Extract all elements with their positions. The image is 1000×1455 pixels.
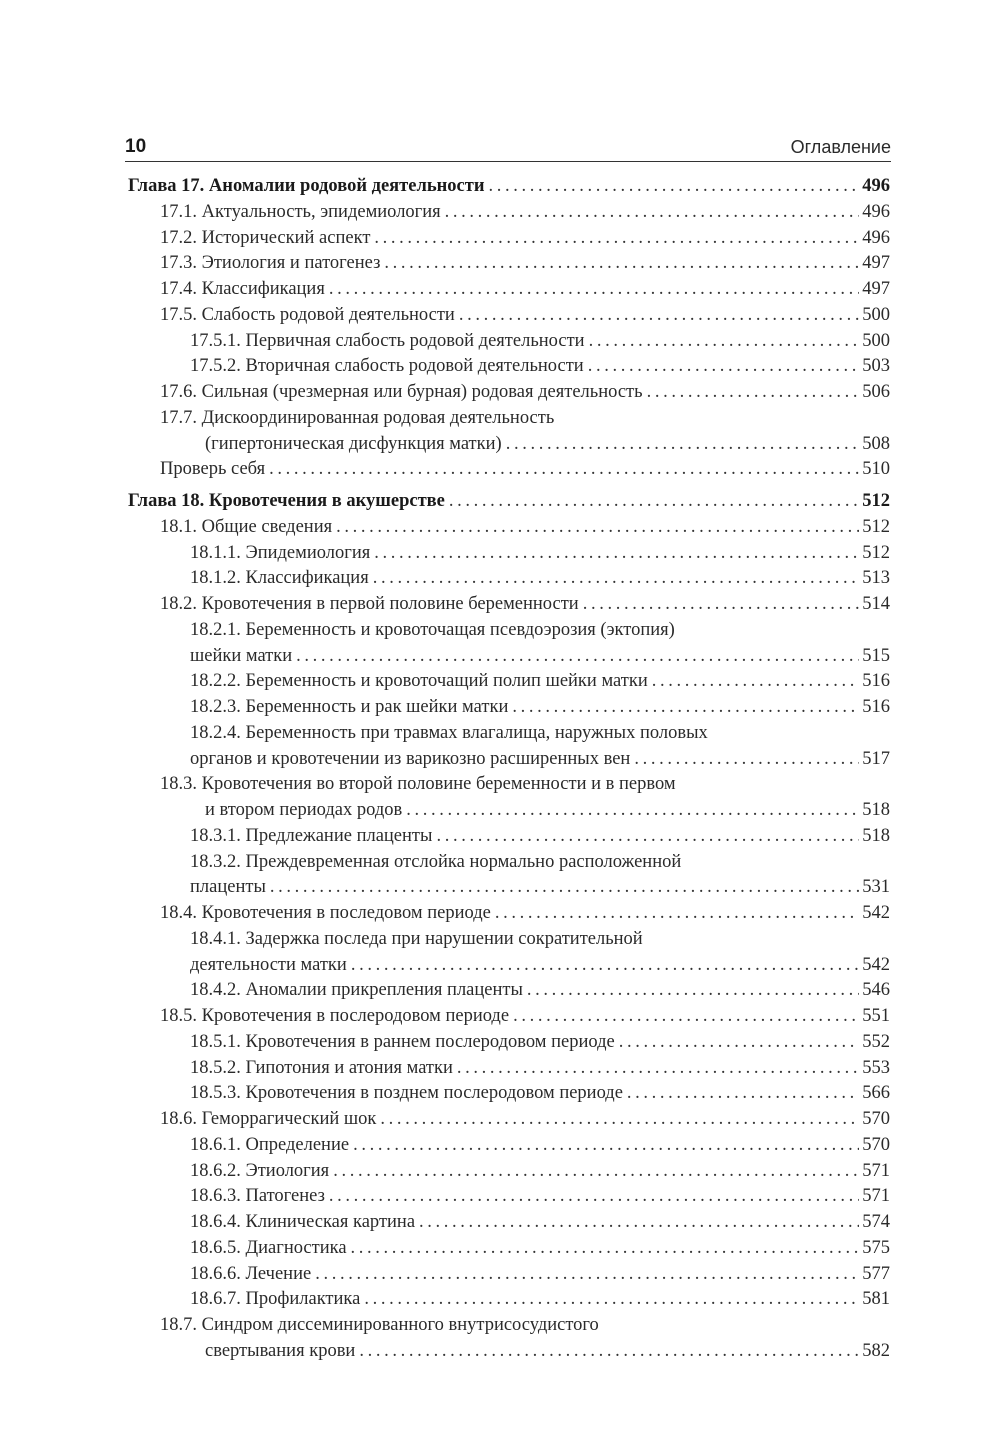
toc-entry-title: 18.2.2. Беременность и кровоточащий полип шейки матки	[190, 669, 652, 695]
toc-chapter	[0, 174, 1000, 200]
leader-dots	[588, 354, 860, 380]
toc-entry-title: 18.2. Кровотечения в первой половине беременности	[160, 592, 583, 618]
toc-entry	[0, 541, 1000, 567]
toc-entry	[0, 329, 1000, 355]
toc-entry-continuation	[0, 1339, 1000, 1365]
toc-entry	[0, 669, 1000, 695]
toc-entry-title: 18.6. Геморрагический шок	[160, 1107, 380, 1133]
toc-entry-title: 18.6.6. Лечение	[190, 1262, 315, 1288]
toc-entry-title: 17.2. Исторический аспект	[160, 226, 374, 252]
leader-dots	[513, 1004, 859, 1030]
toc-entry-title: 18.5.1. Кровотечения в раннем послеродовом периоде	[190, 1030, 619, 1056]
toc-page-number: 571	[859, 1159, 890, 1185]
toc-entry-continuation	[0, 747, 1000, 773]
leader-dots	[333, 1159, 859, 1185]
toc-entry-title: 18.2.1. Беременность и кровоточащая псевдоэрозия (эктопия)	[190, 618, 679, 644]
toc-entry	[0, 1287, 1000, 1313]
toc-entry-title: 17.1. Актуальность, эпидемиология	[160, 200, 445, 226]
toc-entry-continuation	[0, 953, 1000, 979]
toc-entry	[0, 380, 1000, 406]
toc-entry-title: Проверь себя	[160, 457, 269, 483]
toc-page-number: 497	[859, 277, 890, 303]
toc-entry-title: 18.3.2. Преждевременная отслойка нормально расположенной	[190, 850, 685, 876]
toc-entry	[0, 850, 1000, 876]
toc-entry-title-continuation: шейки матки	[190, 644, 296, 670]
toc-entry-title-continuation: органов и кровотечении из варикозно расширенных вен	[190, 747, 634, 773]
toc-page-number: 497	[859, 251, 890, 277]
leader-dots	[436, 824, 859, 850]
leader-dots	[489, 174, 860, 200]
page-number: 10	[125, 136, 147, 157]
toc-entry	[0, 1081, 1000, 1107]
toc-entry	[0, 1210, 1000, 1236]
toc-page-number: 517	[859, 747, 890, 773]
toc-page-number: 516	[859, 695, 890, 721]
toc-entry	[0, 1184, 1000, 1210]
toc-page-number: 506	[859, 380, 890, 406]
toc-page-number: 500	[859, 329, 890, 355]
toc-entry	[0, 1313, 1000, 1339]
toc-page-number: 512	[859, 515, 890, 541]
toc-page-number: 582	[859, 1339, 890, 1365]
leader-dots	[269, 457, 859, 483]
toc-entry	[0, 695, 1000, 721]
toc-page-number: 566	[859, 1081, 890, 1107]
toc-entry	[0, 354, 1000, 380]
toc-page-number: 575	[859, 1236, 890, 1262]
toc-entry	[0, 927, 1000, 953]
toc-entry	[0, 772, 1000, 798]
toc-entry	[0, 1056, 1000, 1082]
leader-dots	[406, 798, 859, 824]
toc-entry-continuation	[0, 798, 1000, 824]
header-rule	[125, 161, 891, 162]
toc-page-number: 496	[859, 226, 890, 252]
leader-dots	[329, 1184, 859, 1210]
toc-entry	[0, 1004, 1000, 1030]
toc-entry-title-continuation: свертывания крови	[205, 1339, 359, 1365]
toc-entry-title: 18.6.1. Определение	[190, 1133, 353, 1159]
toc-page-number: 581	[859, 1287, 890, 1313]
toc-entry	[0, 566, 1000, 592]
toc-page-number: 571	[859, 1184, 890, 1210]
toc-entry-title-continuation: деятельности матки	[190, 953, 351, 979]
toc-page-number: 515	[859, 644, 890, 670]
toc-page-number: 552	[859, 1030, 890, 1056]
toc-entry-title: 18.1. Общие сведения	[160, 515, 336, 541]
toc-entry-title: 18.6.5. Диагностика	[190, 1236, 351, 1262]
leader-dots	[589, 329, 860, 355]
leader-dots	[652, 669, 860, 695]
leader-dots	[373, 566, 860, 592]
toc-page-number: 514	[859, 592, 890, 618]
leader-dots	[364, 1287, 859, 1313]
toc-page-number: 553	[859, 1056, 890, 1082]
toc-entry-title: 17.5.1. Первичная слабость родовой деятельности	[190, 329, 589, 355]
toc-entry-title: 18.4.1. Задержка последа при нарушении сократительной	[190, 927, 647, 953]
toc-entry-title: 17.5. Слабость родовой деятельности	[160, 303, 459, 329]
toc-entry	[0, 406, 1000, 432]
leader-dots	[527, 978, 859, 1004]
leader-dots	[512, 695, 859, 721]
toc-entry	[0, 1159, 1000, 1185]
leader-dots	[495, 901, 859, 927]
leader-dots	[374, 226, 859, 252]
toc-entry	[0, 592, 1000, 618]
toc-page-number: 496	[859, 174, 890, 200]
toc-page-number: 513	[859, 566, 890, 592]
toc-entry-title: 18.2.4. Беременность при травмах влагалища, наружных половых	[190, 721, 712, 747]
toc-entry-title: 17.6. Сильная (чрезмерная или бурная) родовая деятельность	[160, 380, 647, 406]
leader-dots	[583, 592, 860, 618]
toc-page-number: 531	[859, 875, 890, 901]
toc-page-number: 542	[859, 901, 890, 927]
toc-page-number: 510	[859, 457, 890, 483]
leader-dots	[351, 1236, 860, 1262]
toc-entry	[0, 1262, 1000, 1288]
toc-entry	[0, 251, 1000, 277]
toc-entry-title: 18.5. Кровотечения в послеродовом периоде	[160, 1004, 513, 1030]
toc-entry-title: 18.5.2. Гипотония и атония матки	[190, 1056, 457, 1082]
leader-dots	[336, 515, 859, 541]
toc-entry	[0, 200, 1000, 226]
leader-dots	[449, 489, 859, 515]
toc-entry-title: 18.6.2. Этиология	[190, 1159, 333, 1185]
toc-chapter	[0, 489, 1000, 515]
leader-dots	[353, 1133, 859, 1159]
toc-entry	[0, 303, 1000, 329]
toc-page-number: 542	[859, 953, 890, 979]
toc-entry-title: 18.2.3. Беременность и рак шейки матки	[190, 695, 512, 721]
leader-dots	[384, 251, 859, 277]
toc-entry	[0, 1133, 1000, 1159]
toc-entry-title: 18.3. Кровотечения во второй половине беременности и в первом	[160, 772, 680, 798]
toc-entry-title: 18.5.3. Кровотечения в позднем послеродовом периоде	[190, 1081, 627, 1107]
leader-dots	[359, 1339, 859, 1365]
toc-entry-title: 17.3. Этиология и патогенез	[160, 251, 384, 277]
toc-page-number: 551	[859, 1004, 890, 1030]
toc-entry	[0, 824, 1000, 850]
leader-dots	[459, 303, 859, 329]
leader-dots	[419, 1210, 859, 1236]
leader-dots	[506, 432, 860, 458]
toc-page-number: 503	[859, 354, 890, 380]
leader-dots	[329, 277, 859, 303]
toc-entry-title: 18.6.4. Клиническая картина	[190, 1210, 419, 1236]
running-head	[125, 136, 891, 160]
toc-page-number: 508	[859, 432, 890, 458]
leader-dots	[634, 747, 859, 773]
toc-entry	[0, 277, 1000, 303]
toc-entry-title: 18.3.1. Предлежание плаценты	[190, 824, 436, 850]
toc-entry-title: 17.4. Классификация	[160, 277, 329, 303]
toc-entry	[0, 978, 1000, 1004]
toc-entry-continuation	[0, 644, 1000, 670]
leader-dots	[627, 1081, 859, 1107]
toc-entry	[0, 226, 1000, 252]
toc-page-number: 512	[859, 541, 890, 567]
toc-entry-title: 17.7. Дискоординированная родовая деятельность	[160, 406, 558, 432]
toc-page-number: 518	[859, 824, 890, 850]
toc-entry	[0, 1107, 1000, 1133]
toc-entry-title-continuation: плаценты	[190, 875, 270, 901]
toc-entry	[0, 721, 1000, 747]
toc-entry	[0, 901, 1000, 927]
running-head-title: Оглавление	[790, 137, 891, 157]
toc-entry-title: 17.5.2. Вторичная слабость родовой деятельности	[190, 354, 588, 380]
toc-entry	[0, 457, 1000, 483]
toc-entry	[0, 618, 1000, 644]
toc-page-number: 500	[859, 303, 890, 329]
toc-page-number: 577	[859, 1262, 890, 1288]
toc-page-number: 516	[859, 669, 890, 695]
toc-entry	[0, 515, 1000, 541]
leader-dots	[445, 200, 860, 226]
toc-entry	[0, 1030, 1000, 1056]
toc-page-number: 546	[859, 978, 890, 1004]
toc-entry-continuation	[0, 432, 1000, 458]
toc-entry-title-continuation: и втором периодах родов	[205, 798, 406, 824]
toc-entry-title: 18.6.3. Патогенез	[190, 1184, 329, 1210]
toc-entry-title: 18.1.1. Эпидемиология	[190, 541, 374, 567]
toc-page-number: 570	[859, 1107, 890, 1133]
leader-dots	[380, 1107, 859, 1133]
toc-page-number: 496	[859, 200, 890, 226]
leader-dots	[270, 875, 859, 901]
toc-entry-continuation	[0, 875, 1000, 901]
leader-dots	[374, 541, 859, 567]
leader-dots	[315, 1262, 859, 1288]
leader-dots	[351, 953, 859, 979]
toc-page-number: 518	[859, 798, 890, 824]
toc-entry-title: 18.4. Кровотечения в последовом периоде	[160, 901, 495, 927]
toc-entry-title: Глава 18. Кровотечения в акушерстве	[128, 489, 449, 515]
toc-entry-title: 18.1.2. Классификация	[190, 566, 373, 592]
leader-dots	[457, 1056, 859, 1082]
toc-entry-title: Глава 17. Аномалии родовой деятельности	[128, 174, 489, 200]
leader-dots	[647, 380, 860, 406]
toc-entry-title: 18.7. Синдром диссеминированного внутрисосудистого	[160, 1313, 603, 1339]
toc-entry-title: 18.6.7. Профилактика	[190, 1287, 364, 1313]
toc-entry-title: 18.4.2. Аномалии прикрепления плаценты	[190, 978, 527, 1004]
table-of-contents	[0, 174, 1000, 1365]
leader-dots	[296, 644, 859, 670]
toc-entry-title-continuation: (гипертоническая дисфункция матки)	[205, 432, 506, 458]
toc-page-number: 574	[859, 1210, 890, 1236]
toc-entry	[0, 1236, 1000, 1262]
leader-dots	[619, 1030, 860, 1056]
toc-page-number: 512	[859, 489, 890, 515]
toc-page-number: 570	[859, 1133, 890, 1159]
